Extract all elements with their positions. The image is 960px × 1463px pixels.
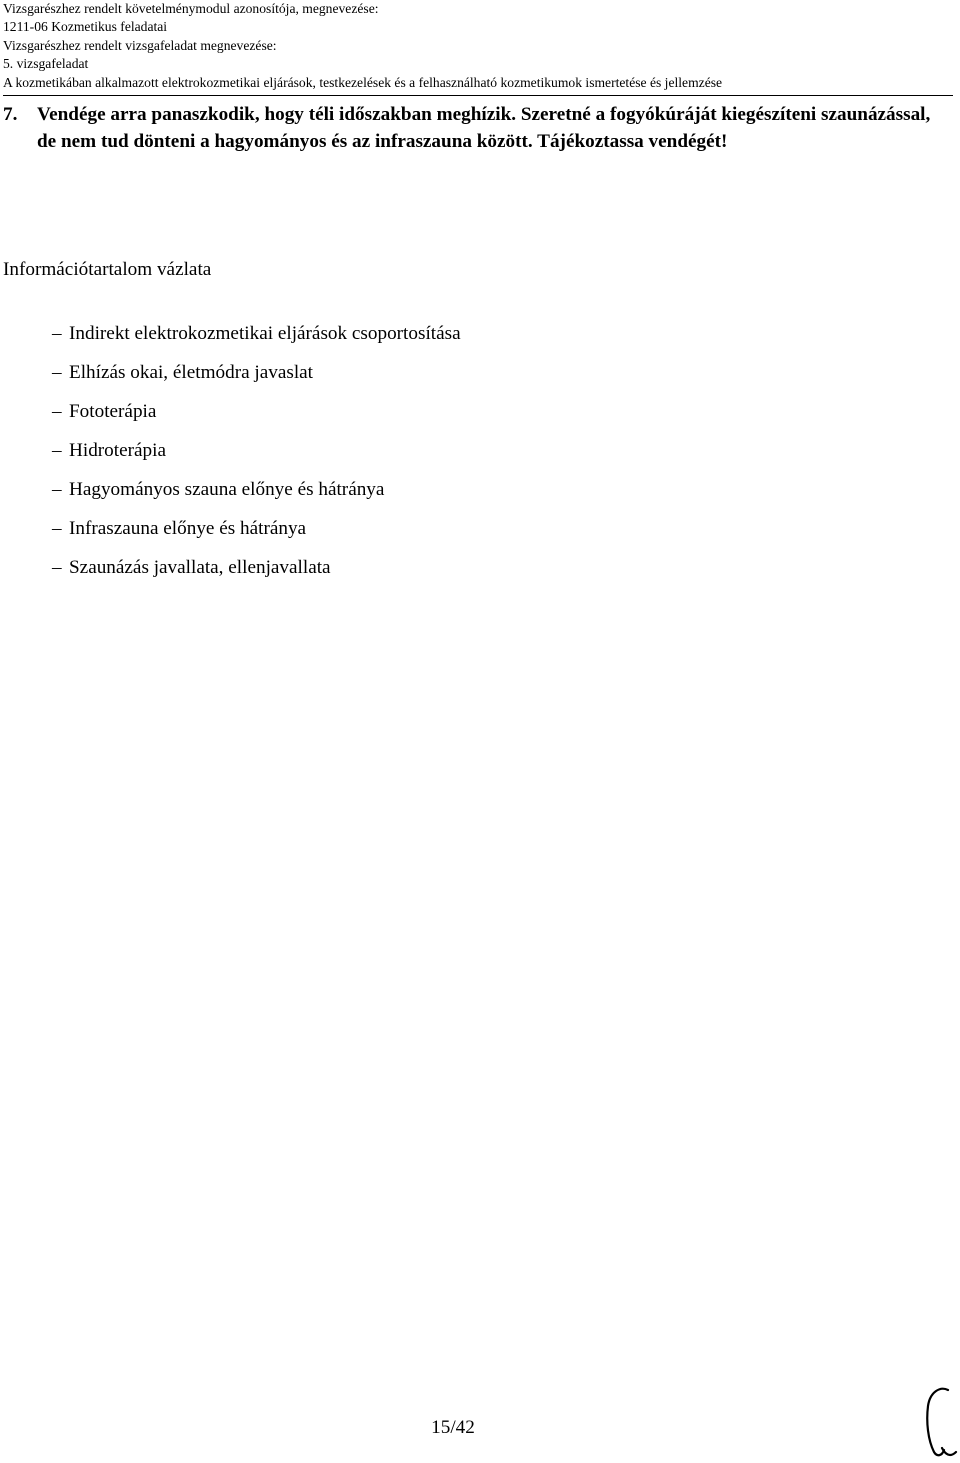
task-text: Vendége arra panaszkodik, hogy téli időszakban meghízik. Szeretné a fogyókúráját kiegészíteni szaunázással, de nem tud dönteni a hagyományos és az infraszauna között. Tájékoztassa vendégét! bbox=[37, 104, 931, 152]
list-item bbox=[52, 322, 461, 361]
outline-list bbox=[52, 322, 461, 595]
list-item-text: Fototerápia bbox=[69, 401, 157, 422]
dash-bullet: – bbox=[52, 323, 62, 344]
outline-title: Információtartalom vázlata bbox=[3, 259, 212, 280]
list-item-text: Elhízás okai, életmódra javaslat bbox=[69, 362, 314, 383]
exam-task-title: A kozmetikában alkalmazott elektrokozmetikai eljárások, testkezelések és a felhasználható kozmetikumok ismertetése és jellemzése bbox=[3, 74, 723, 90]
list-item-text: Szaunázás javallata, ellenjavallata bbox=[69, 557, 331, 578]
list-item-text: Infraszauna előnye és hátránya bbox=[69, 518, 307, 539]
list-item bbox=[52, 478, 461, 517]
list-item bbox=[52, 400, 461, 439]
dash-bullet: – bbox=[52, 518, 62, 539]
page-header bbox=[3, 0, 953, 96]
dash-bullet: – bbox=[52, 479, 62, 500]
dash-bullet: – bbox=[52, 362, 62, 383]
list-item bbox=[52, 439, 461, 478]
list-item-text: Indirekt elektrokozmetikai eljárások csoportosítása bbox=[69, 323, 461, 344]
list-item bbox=[52, 361, 461, 400]
list-item bbox=[52, 517, 461, 556]
task-number: 7. bbox=[3, 104, 18, 125]
dash-bullet: – bbox=[52, 557, 62, 578]
exam-task-number: 5. vizsgafeladat bbox=[3, 56, 89, 72]
list-item bbox=[52, 556, 461, 595]
handwritten-signature bbox=[918, 1382, 960, 1462]
dash-bullet: – bbox=[52, 440, 62, 461]
page-number: 15/42 bbox=[431, 1417, 475, 1438]
list-item-text: Hidroterápia bbox=[69, 440, 166, 461]
task-question bbox=[3, 102, 943, 155]
list-item-text: Hagyományos szauna előnye és hátránya bbox=[69, 479, 385, 500]
module-name: 1211-06 Kozmetikus feladatai bbox=[3, 19, 168, 35]
module-label: Vizsgarészhez rendelt követelménymodul azonosítója, megnevezése: bbox=[3, 1, 379, 16]
dash-bullet: – bbox=[52, 401, 62, 422]
exam-task-label: Vizsgarészhez rendelt vizsgafeladat megnevezése: bbox=[3, 37, 277, 53]
